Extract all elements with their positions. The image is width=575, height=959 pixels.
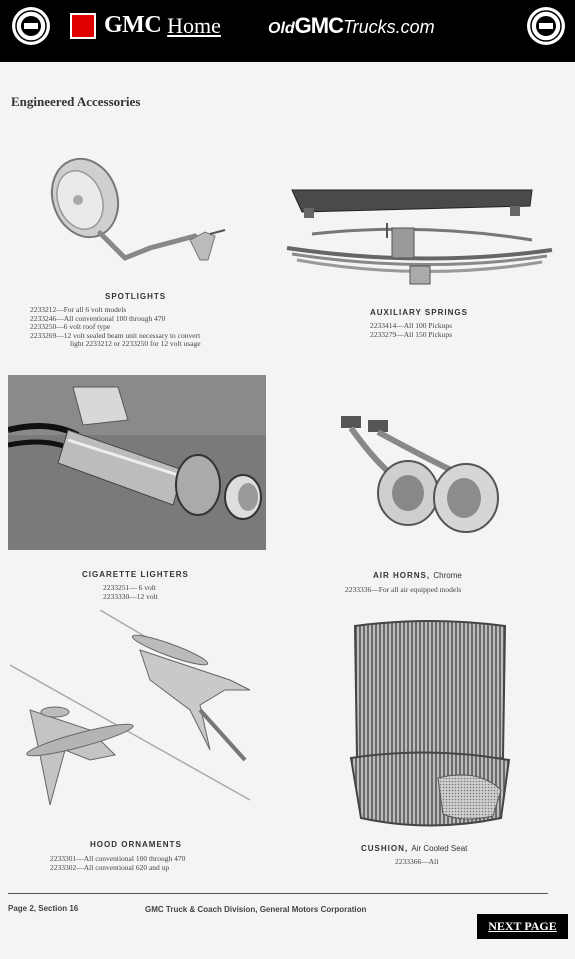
air-horns-parts [345,586,461,595]
spotlights-part: 2233250—6 volt roof type [30,322,111,331]
auxiliary-springs-parts [370,322,452,339]
hood-ornaments-title: HOOD ORNAMENTS [90,840,182,849]
site-logo-suffix: Trucks.com [343,17,435,37]
hood-ornaments-part: 2233302—All conventional 620 and up [50,862,170,872]
auxiliary-springs-part: 2233414—All 100 Pickups [370,321,453,330]
cushion-parts [395,858,438,867]
cigarette-lighters-part: 2233251— 6 volt [103,583,156,592]
spotlights-part: 2233212—For all 6 volt models [30,305,127,314]
cigarette-lighters-parts [103,584,158,601]
footer-divider [8,893,548,894]
spotlights-part: 2233269—12 volt sealed beam unit necessary to convert [30,330,201,340]
site-logo-prefix: Old [268,20,295,37]
spotlights-parts [30,306,201,349]
air-horns-image [336,408,506,538]
section-title: Engineered Accessories [11,94,141,109]
air-horns-title [373,571,462,580]
page-section-label: Page 2, Section 16 [8,904,79,913]
auxiliary-springs-image [282,178,562,298]
spotlights-title: SPOTLIGHTS [105,292,167,301]
gmc-home-link[interactable] [70,12,221,39]
home-button-icon[interactable] [70,13,96,39]
hood-ornaments-part: 2233301—All conventional 100 through 470 [50,854,186,863]
site-logo [268,13,435,39]
air-horns-title-main: AIR HORNS, [373,571,431,580]
spotlights-part: 2233246—All conventional 100 through 470 [30,313,166,323]
site-logo-brand: GMC [294,13,343,38]
cushion-title-sub: Air Cooled Seat [411,844,468,853]
air-horns-title-sub: Chrome [433,571,462,580]
cigarette-lighters-part: 2233330—12 volt [103,591,158,601]
cigarette-lighters-title: CIGARETTE LIGHTERS [82,570,189,579]
next-page-button[interactable]: NEXT PAGE [477,914,568,939]
cushion-image [343,618,518,833]
cushion-title-main: CUSHION, [361,844,409,853]
home-link-brand[interactable]: GMC [104,12,162,38]
air-horns-part: 2233336—For all air equipped models [345,585,462,594]
home-link-label[interactable]: Home [167,12,221,38]
cushion-part: 2233366—All [395,857,439,866]
gmc-seal-left-icon[interactable] [11,6,51,46]
spotlight-image [30,148,240,268]
gmc-seal-right-icon[interactable] [526,6,566,46]
auxiliary-springs-title: AUXILIARY SPRINGS [370,308,468,317]
site-header [0,0,575,62]
cushion-title [361,844,467,853]
auxiliary-springs-part: 2233279—All 150 Pickups [370,329,453,339]
cigarette-lighter-image [8,375,266,550]
spotlights-part: light 2233212 or 2233250 for 12 volt usage [70,339,201,348]
hood-ornaments-image [10,610,260,835]
publisher-credit: GMC Truck & Coach Division, General Motors Corporation [145,905,367,914]
hood-ornaments-parts [50,855,185,872]
